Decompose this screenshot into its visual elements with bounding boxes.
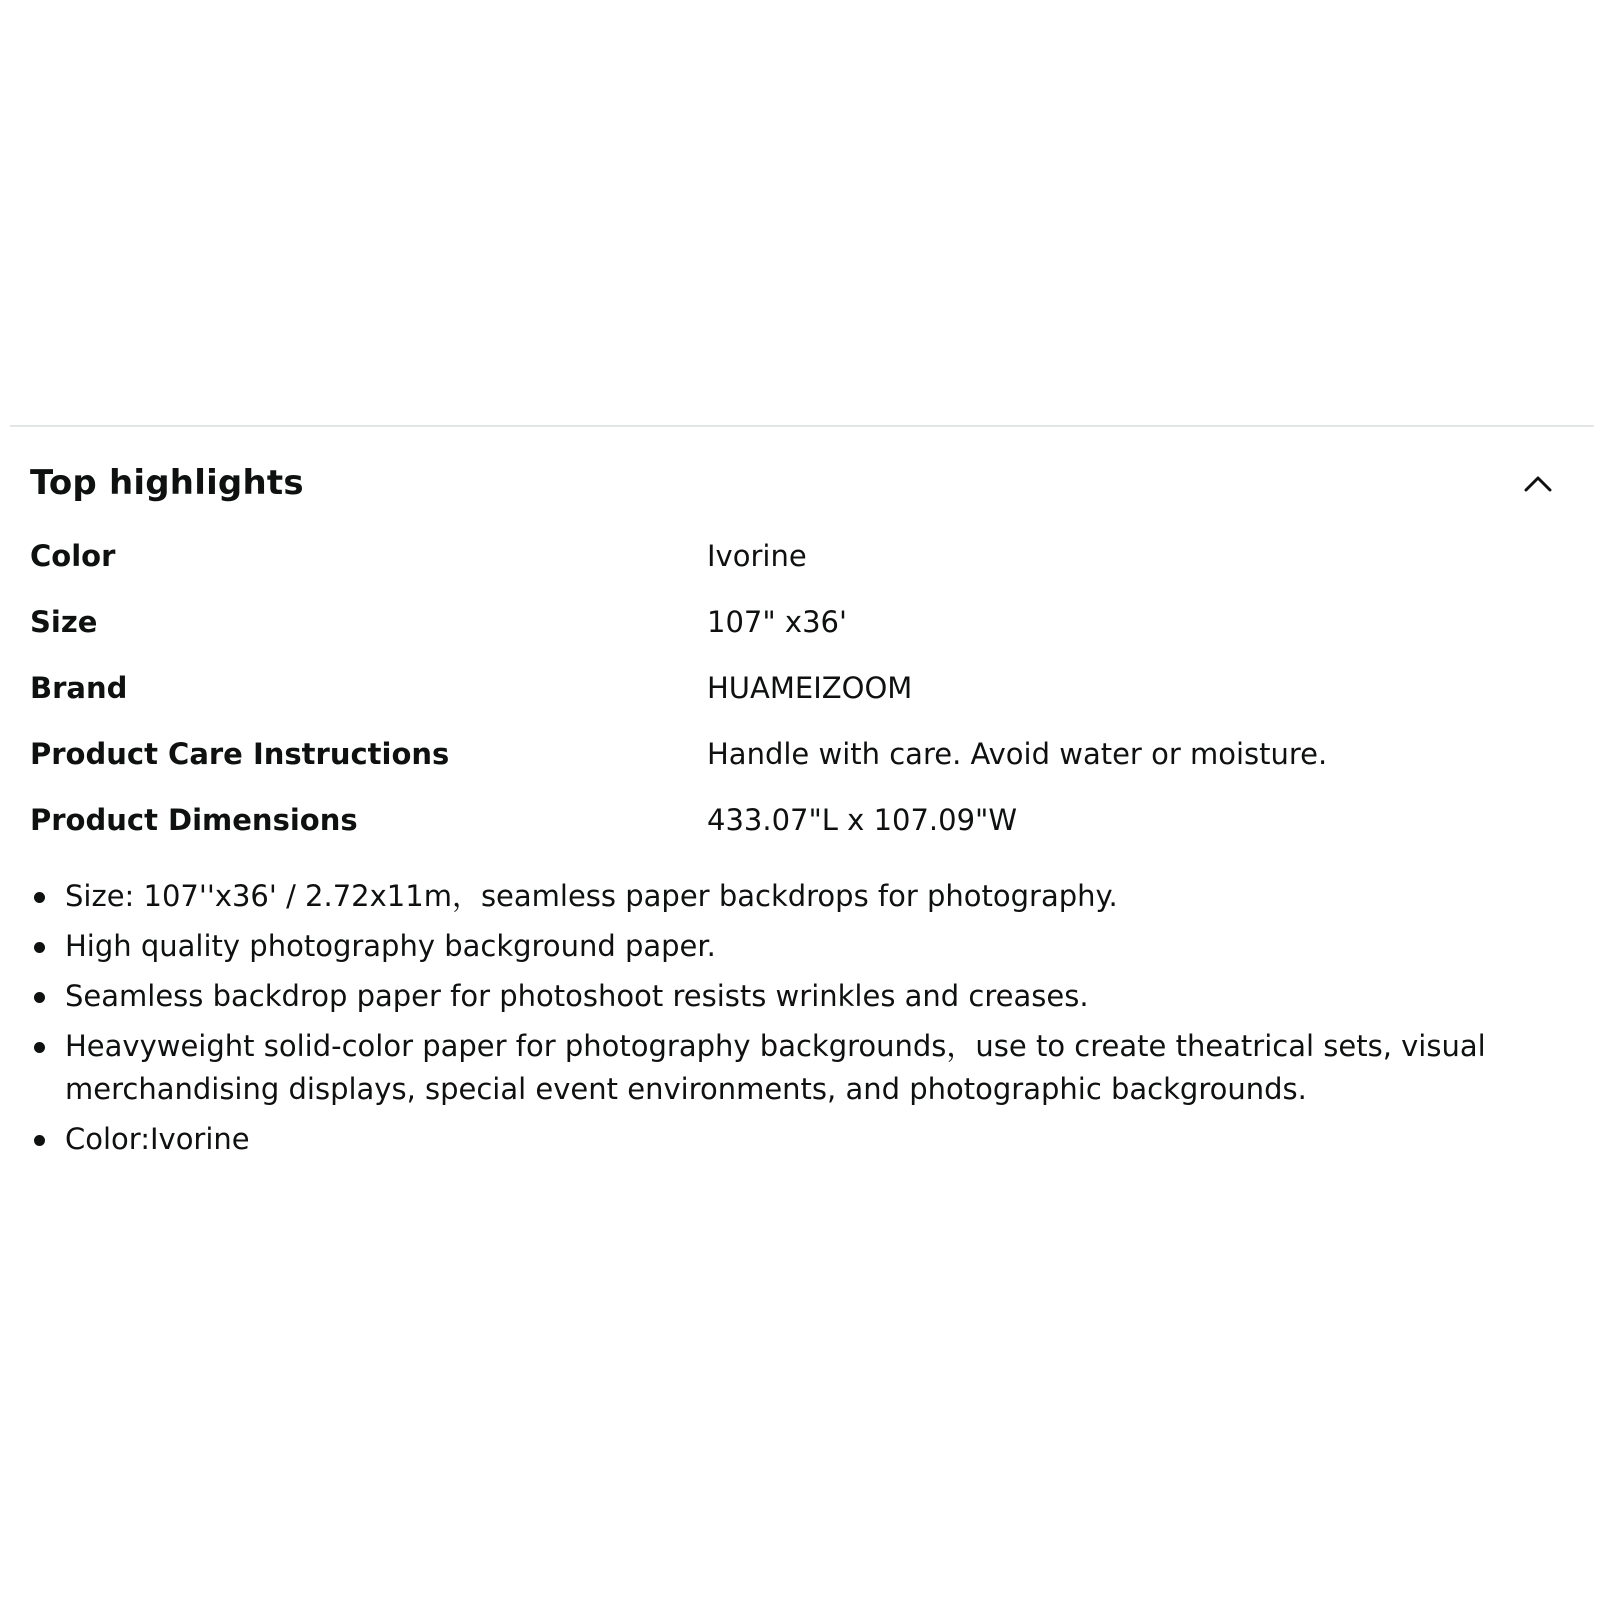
feature-bullet: High quality photography background paper.	[30, 925, 1570, 968]
spec-value: HUAMEIZOOM	[707, 671, 913, 705]
feature-bullet: Color:Ivorine	[30, 1118, 1570, 1161]
feature-bullet-list	[30, 875, 1570, 1161]
spec-row-size	[30, 589, 1570, 655]
spec-row-brand	[30, 655, 1570, 721]
spec-label: Brand	[30, 671, 128, 705]
section-header[interactable]	[30, 455, 1570, 511]
feature-bullet: Seamless backdrop paper for photoshoot resists wrinkles and creases.	[30, 975, 1570, 1018]
spec-label: Color	[30, 539, 116, 573]
spec-label: Size	[30, 605, 98, 639]
spec-label: Product Dimensions	[30, 803, 358, 837]
spec-label: Product Care Instructions	[30, 737, 450, 771]
top-highlights-section	[30, 455, 1570, 1168]
section-divider	[10, 425, 1594, 427]
feature-bullet: Heavyweight solid-color paper for photography backgrounds，use to create theatrical sets, visual merchandising displays, special event environments, and photographic backgrounds.	[30, 1025, 1570, 1111]
spec-value: 107" x36'	[707, 605, 847, 639]
spec-row-dimensions	[30, 787, 1570, 853]
spec-table	[30, 523, 1570, 853]
chevron-up-icon[interactable]	[1516, 461, 1560, 505]
spec-value: Handle with care. Avoid water or moisture.	[707, 737, 1328, 771]
spec-row-care-instructions	[30, 721, 1570, 787]
feature-bullet: Size: 107''x36' / 2.72x11m，seamless paper backdrops for photography.	[30, 875, 1570, 918]
spec-row-color	[30, 523, 1570, 589]
spec-value: Ivorine	[707, 539, 807, 573]
section-title: Top highlights	[30, 463, 304, 503]
spec-value: 433.07"L x 107.09"W	[707, 803, 1018, 837]
